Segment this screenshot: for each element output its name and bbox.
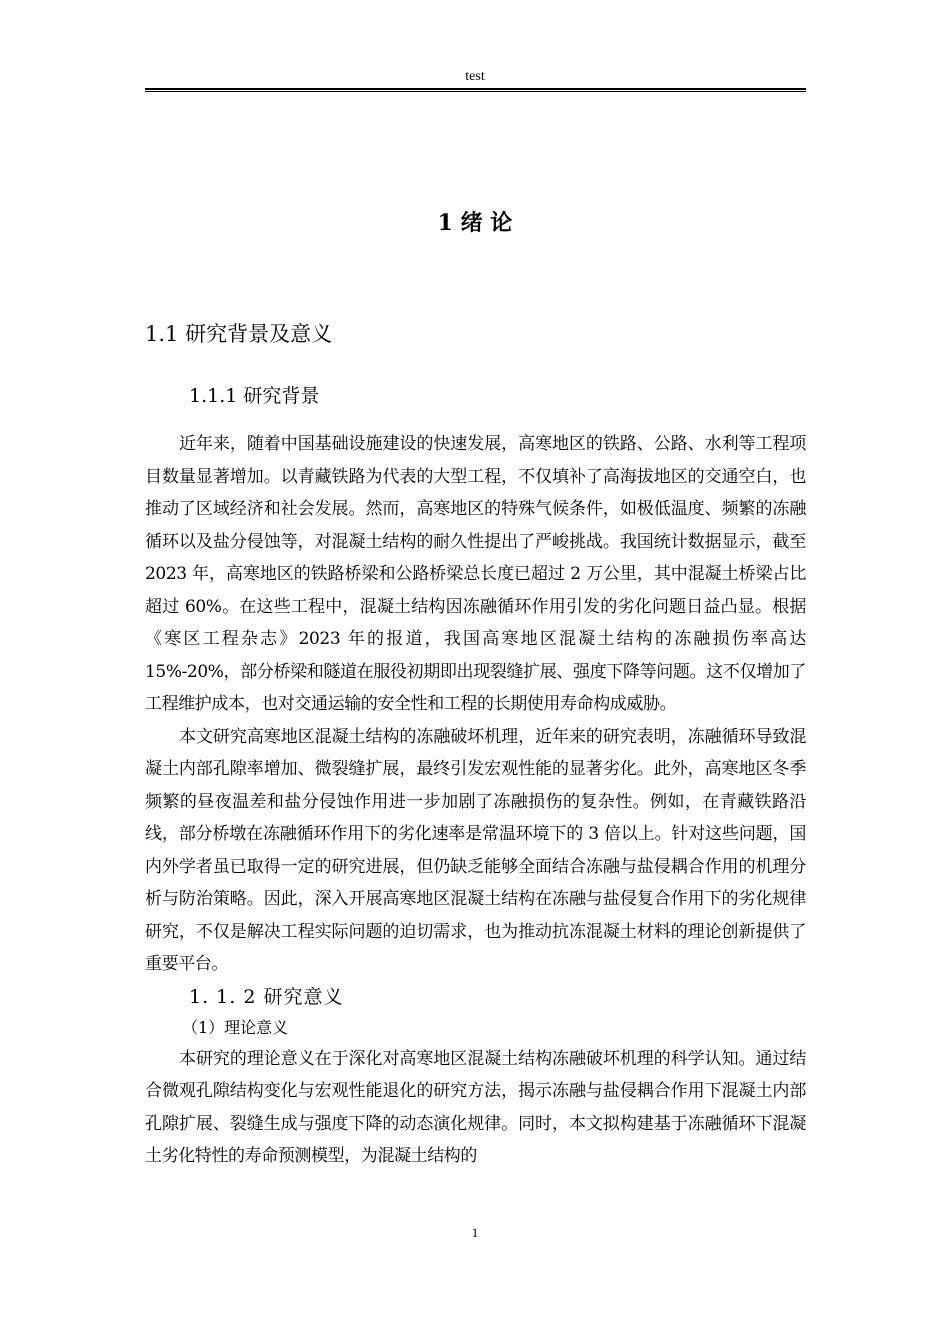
paragraph-background-2: 本文研究高寒地区混凝土结构的冻融破坏机理，近年来的研究表明，冻融循环导致混凝土内部孔隙率增加、微裂缝扩展，最终引发宏观性能的显著劣化。此外，高寒地区冬季频繁的昼夜温差和盐分侵蚀作用进一步加剧了冻融损伤的复杂性。例如，在青藏铁路沿线，部分桥墩在冻融循环作用下的劣化速率是常温环境下的 3 倍以上。针对这些问题，国内外学者虽已取得一定的研究进展，但仍缺乏能够全面结合冻融与盐侵耦合作用的机理分析与防治策略。因此，深入开展高寒地区混凝土结构在冻融与盐侵复合作用下的劣化规律研究，不仅是解决工程实际问题的迫切需求，也为推动抗冻混凝土材料的理论创新提供了重要平台。 xyxy=(145,726,806,974)
subsection-title-background: 1.1.1 研究背景 xyxy=(189,385,320,407)
section-title: 1.1 研究背景及意义 xyxy=(145,322,333,346)
paragraph-significance-1: 本研究的理论意义在于深化对高寒地区混凝土结构冻融破坏机理的科学认知。通过结合微观孔隙结构变化与宏观性能退化的研究方法，揭示冻融与盐侵耦合作用下混凝土内部孔隙扩展、裂缝生成与强度下降的动态演化规律。同时，本文拟构建基于冻融循环下混凝土劣化特性的寿命预测模型，为混凝土结构的 xyxy=(145,1048,806,1166)
page-number: 1 xyxy=(471,1225,479,1240)
item-theoretical-significance: （1）理论意义 xyxy=(182,1017,289,1037)
header-rule xyxy=(145,88,806,90)
paragraph-background-1: 近年来，随着中国基础设施建设的快速发展，高寒地区的铁路、公路、水利等工程项目数量显著增加。以青藏铁路为代表的大型工程，不仅填补了高海拔地区的交通空白，也推动了区域经济和社会发展。然而，高寒地区的特殊气候条件，如极低温度、频繁的冻融循环以及盐分侵蚀等，对混凝土结构的耐久性提出了严峻挑战。我国统计数据显示，截至 2023 年，高寒地区的铁路桥梁和公路桥梁总长度已超过 2 万公里，其中混凝土桥梁占比超过 60%。在这些工程中，混凝土结构因冻融循环作用引发的劣化问题日益凸显。根据《寒区工程杂志》2023 年的报道，我国高寒地区混凝土结构的冻融损伤率高达 15%-20%，部分桥梁和隧道在服役初期即出现裂缝扩展、强度下降等问题。这不仅增加了工程维护成本，也对交通运输的安全性和工程的长期使用寿命构成威胁。 xyxy=(145,434,806,714)
page-header: test xyxy=(465,69,485,84)
chapter-title: 1 绪 论 xyxy=(437,210,513,236)
subsection-title-significance: 1. 1. 2 研究意义 xyxy=(189,985,344,1008)
header-rule-thin xyxy=(145,91,806,92)
body-text xyxy=(145,428,806,1173)
